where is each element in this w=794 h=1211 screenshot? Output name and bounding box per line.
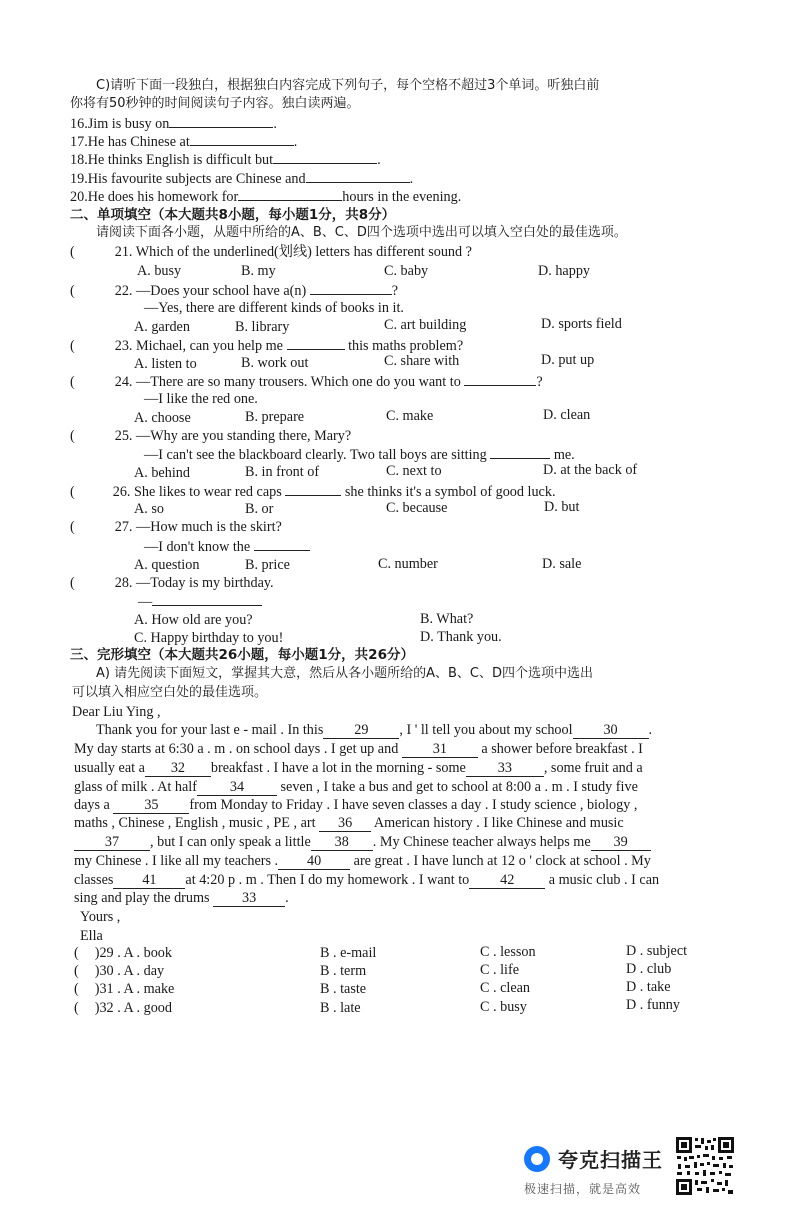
option-25c[interactable]: C. next to <box>386 463 442 479</box>
option-23a[interactable]: A. listen to <box>134 356 197 372</box>
option-24a[interactable]: A. choose <box>134 410 191 426</box>
option-28c[interactable]: C. Happy birthday to you! <box>134 630 284 646</box>
dialogue-22: —Yes, there are different kinds of books in it. <box>144 300 404 316</box>
option-31a[interactable]: A . make <box>123 981 175 997</box>
cloze-blank-33[interactable]: 33 <box>466 761 544 777</box>
sentence-20: 20.He does his homework for hours in the evening. <box>70 189 462 205</box>
option-22a[interactable]: A. garden <box>134 319 190 335</box>
cloze-blank-38[interactable]: 38 <box>311 835 373 851</box>
option-30c[interactable]: C . life <box>480 962 520 978</box>
option-24d[interactable]: D. clean <box>543 407 591 423</box>
cloze-blank-33b[interactable]: 33 <box>213 891 285 907</box>
qr-code-icon <box>675 1136 735 1196</box>
option-25d[interactable]: D. at the back of <box>543 462 638 478</box>
option-32b[interactable]: B . late <box>320 1000 361 1016</box>
cloze-blank-40[interactable]: 40 <box>278 854 350 870</box>
option-26c[interactable]: C. because <box>386 500 448 516</box>
letter-signature: Ella <box>80 928 103 944</box>
option-26d[interactable]: D. but <box>544 499 580 515</box>
answer-blank[interactable] <box>306 169 410 183</box>
option-31c[interactable]: C . clean <box>480 980 531 996</box>
question-24: ( 24. —There are so many trousers. Which one do you want to ? <box>70 374 543 390</box>
answer-blank[interactable] <box>238 187 342 201</box>
passage-line-2: My day starts at 6:30 a . m . on school days . I get up and 31 a shower before breakfast . I <box>74 741 643 757</box>
part3-heading: 三、完形填空（本大题共26小题，每小题1分，共26分） <box>70 647 414 663</box>
passage-line-1: Thank you for your last e - mail . In this 29 , I ' ll tell you about my school 30 . <box>96 722 653 738</box>
question-23: ( 23. Michael, can you help me this maths problem? <box>70 338 464 354</box>
section-c-instruction-2: 你将有50秒钟的时间阅读句子内容。独白读两遍。 <box>70 96 360 111</box>
passage-line-9: classes 41 at 4:20 p . m . Then I do my homework . I want to 42 a music club . I can <box>74 872 660 888</box>
answer-blank[interactable] <box>254 537 310 551</box>
option-row-29: ( )29 . A . book <box>74 945 172 961</box>
option-24b[interactable]: B. prepare <box>245 409 305 425</box>
option-30b[interactable]: B . term <box>320 963 367 979</box>
passage-line-7: 37 , but I can only speak a little 38 . My Chinese teacher always helps me 39 <box>74 833 651 851</box>
cloze-blank-39[interactable]: 39 <box>591 835 651 851</box>
option-23c[interactable]: C. share with <box>384 353 460 369</box>
passage-line-10: sing and play the drums 33 . <box>74 890 289 906</box>
answer-blank[interactable] <box>310 281 392 295</box>
option-21c[interactable]: C. baby <box>384 263 429 279</box>
letter-salutation: Dear Liu Ying , <box>72 704 161 720</box>
option-29c[interactable]: C . lesson <box>480 944 536 960</box>
cloze-blank-31[interactable]: 31 <box>402 742 478 758</box>
part2-heading: 二、单项填空（本大题共8小题，每小题1分，共8分） <box>70 207 396 223</box>
option-27c[interactable]: C. number <box>378 556 438 572</box>
passage-line-3: usually eat a 32 breakfast . I have a lot in the morning - some 33 , some fruit and a <box>74 760 643 776</box>
option-21b[interactable]: B. my <box>241 263 276 279</box>
cloze-blank-29[interactable]: 29 <box>323 723 399 739</box>
option-25b[interactable]: B. in front of <box>245 464 320 480</box>
dialogue-24: —I like the red one. <box>144 391 258 407</box>
passage-line-8: my Chinese . I like all my teachers . 40 are great . I have lunch at 12 o ' clock at school . My <box>74 853 651 869</box>
option-28d[interactable]: D. Thank you. <box>420 629 502 645</box>
answer-blank[interactable] <box>464 372 536 386</box>
option-23b[interactable]: B. work out <box>241 355 309 371</box>
cloze-blank-36[interactable]: 36 <box>319 816 371 832</box>
option-21d[interactable]: D. happy <box>538 263 591 279</box>
part3-instruction-1: A) 请先阅读下面短文，掌握其大意，然后从各小题所给的A、B、C、D四个选项中选出 <box>96 666 593 681</box>
option-32a[interactable]: A . good <box>123 1000 172 1016</box>
passage-line-4: glass of milk . At half 34 seven , I take a bus and get to school at 8:00 a . m . I study five <box>74 779 638 795</box>
option-row-32: ( )32 . A . good <box>74 1000 172 1016</box>
scanner-watermark <box>524 1140 674 1200</box>
sentence-17: 17.He has Chinese at . <box>70 134 298 150</box>
passage-line-5: days a 35 from Monday to Friday . I have seven classes a day . I study science , biology , <box>74 797 638 813</box>
letter-closing: Yours , <box>80 909 121 925</box>
question-28: ( 28. —Today is my birthday. <box>70 575 274 591</box>
cloze-blank-42[interactable]: 42 <box>469 873 545 889</box>
option-22d[interactable]: D. sports field <box>541 316 622 332</box>
section-c-instruction-1: C)请听下面一段独白，根据独白内容完成下列句子，每个空格不超过3个单词。听独白前 <box>96 78 600 93</box>
option-31d[interactable]: D . take <box>626 979 671 995</box>
option-30d[interactable]: D . club <box>626 961 672 977</box>
option-24c[interactable]: C. make <box>386 408 434 424</box>
option-26a[interactable]: A. so <box>134 501 164 517</box>
option-22b[interactable]: B. library <box>235 319 290 335</box>
option-31b[interactable]: B . taste <box>320 981 367 997</box>
answer-blank[interactable] <box>490 445 550 459</box>
option-27b[interactable]: B. price <box>245 557 290 573</box>
option-25a[interactable]: A. behind <box>134 465 190 481</box>
question-25: ( 25. —Why are you standing there, Mary? <box>70 428 352 444</box>
option-28b[interactable]: B. What? <box>420 611 474 627</box>
sentence-18: 18.He thinks English is difficult but . <box>70 152 381 168</box>
option-29b[interactable]: B . e-mail <box>320 945 377 961</box>
cloze-blank-32[interactable]: 32 <box>145 761 211 777</box>
answer-blank[interactable] <box>169 114 273 128</box>
option-32d[interactable]: D . funny <box>626 997 680 1013</box>
sentence-16: 16.Jim is busy on . <box>70 116 277 132</box>
option-row-30: ( )30 . A . day <box>74 963 165 979</box>
watermark-subtitle: 极速扫描，就是高效 <box>524 1182 642 1196</box>
option-27a[interactable]: A. question <box>134 557 200 573</box>
dialogue-25: —I can't see the blackboard clearly. Two tall boys are sitting me. <box>144 447 575 463</box>
option-29d[interactable]: D . subject <box>626 943 688 959</box>
sentence-19: 19.His favourite subjects are Chinese and . <box>70 171 414 187</box>
question-22: ( 22. —Does your school have a(n) ? <box>70 283 399 299</box>
option-row-31: ( )31 . A . make <box>74 981 175 997</box>
cloze-blank-35[interactable]: 35 <box>113 798 189 814</box>
option-28a[interactable]: A. How old are you? <box>134 612 253 628</box>
option-23d[interactable]: D. put up <box>541 352 595 368</box>
cloze-blank-30[interactable]: 30 <box>573 723 649 739</box>
dialogue-27: —I don't know the <box>144 537 310 556</box>
answer-blank[interactable] <box>190 132 294 146</box>
cloze-blank-34[interactable]: 34 <box>197 780 277 796</box>
option-27d[interactable]: D. sale <box>542 556 582 572</box>
option-21a[interactable]: A. busy <box>137 263 182 279</box>
option-30a[interactable]: A . day <box>123 963 165 979</box>
answer-blank[interactable] <box>285 482 341 496</box>
question-21: ( 21. Which of the underlined(划线) letters has different sound ? <box>70 244 472 260</box>
part2-instruction: 请阅读下面各小题，从题中所给的A、B、C、D四个选项中选出可以填入空白处的最佳选项。 <box>96 225 627 240</box>
answer-blank[interactable] <box>273 150 377 164</box>
option-26b[interactable]: B. or <box>245 501 274 517</box>
cloze-blank-37[interactable]: 37 <box>74 835 150 851</box>
cloze-blank-41[interactable]: 41 <box>113 873 185 889</box>
option-29a[interactable]: A . book <box>123 945 172 961</box>
passage-line-6: maths , Chinese , English , music , PE , art 36 American history . I like Chinese and music <box>74 815 624 831</box>
watermark-title: 夸克扫描王 <box>558 1148 663 1172</box>
part3-instruction-2: 可以填入相应空白处的最佳选项。 <box>72 685 268 700</box>
answer-blank[interactable] <box>152 592 262 606</box>
dialogue-28: — <box>138 592 262 611</box>
question-27: ( 27. —How much is the skirt? <box>70 519 282 535</box>
quark-logo-icon <box>524 1146 550 1172</box>
question-26: ( 26. She likes to wear red caps she thinks it's a symbol of good luck. <box>70 484 556 500</box>
option-22c[interactable]: C. art building <box>384 317 467 333</box>
answer-blank[interactable] <box>287 336 345 350</box>
option-32c[interactable]: C . busy <box>480 999 527 1015</box>
